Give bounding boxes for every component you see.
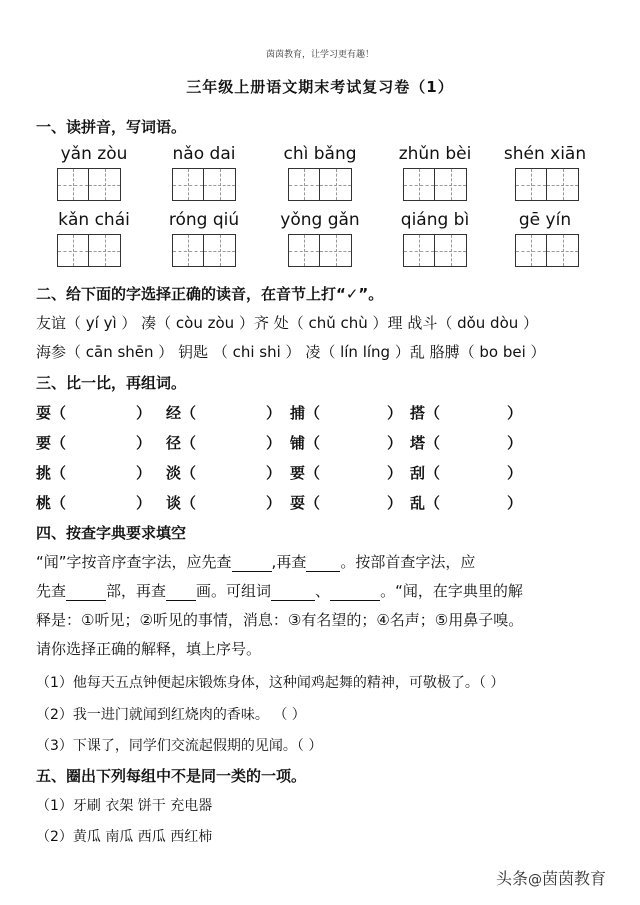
- char-close: ）: [507, 464, 523, 482]
- answer-blank[interactable]: [271, 582, 315, 601]
- header-note: 茵茵教育，让学习更有趣！: [265, 50, 374, 60]
- pronunciation-line-2[interactable]: 海参（ cān shēn ） 钥匙 （ chi shi ） 凌（ lín líng ）乱 胳膊（ bo bei ）: [36, 343, 546, 361]
- answer-blank[interactable]: [330, 582, 380, 601]
- char-open: 要（: [36, 434, 67, 452]
- section3-heading: 三、比一比，再组词。: [36, 374, 187, 392]
- char-open: 桃（: [36, 494, 67, 512]
- answer-blank[interactable]: [66, 582, 106, 601]
- char-close: ）: [266, 404, 282, 422]
- char-close: ）: [507, 494, 523, 512]
- char-close: ）: [266, 494, 282, 512]
- char-open: 谈（: [166, 494, 197, 512]
- pinyin: yǒng gǎn: [280, 210, 360, 230]
- char-close: ）: [136, 464, 152, 482]
- char-close: ）: [266, 434, 282, 452]
- char-open: 塔（: [410, 434, 441, 452]
- answer-blank[interactable]: [232, 553, 272, 572]
- dict-instruction: 请你选择正确的解释，填上序号。: [36, 640, 262, 658]
- dict-paragraph-line-2: 先查 部，再查 画。可组词 、 。“闻，在字典里的解: [36, 582, 523, 600]
- writing-grid[interactable]: [57, 234, 121, 267]
- pinyin: yǎn zòu: [60, 144, 128, 164]
- dict-definitions: 释是：①听见；②听见的事情，消息：③有名望的；④名声；⑤用鼻子嗅。: [36, 611, 524, 629]
- group-1[interactable]: （1）牙刷 衣架 饼干 充电器: [36, 798, 213, 814]
- char-open: 挑（: [36, 464, 67, 482]
- writing-grid[interactable]: [403, 234, 467, 267]
- writing-grid[interactable]: [172, 168, 236, 201]
- dict-paragraph-line-1: “闻”字按音序查字法，应先查 ,再查 。按部首查字法，应: [36, 553, 476, 571]
- char-open: 耍（: [290, 494, 321, 512]
- group-2[interactable]: （2）黄瓜 南瓜 西瓜 西红柿: [36, 829, 213, 845]
- char-open: 搭（: [410, 404, 441, 422]
- pronunciation-line-1[interactable]: 友谊（ yí yì ） 凑（ còu zòu ）齐 处（ chǔ chù ）理 战斗（ dǒu dòu ）: [36, 314, 539, 332]
- pinyin: nǎo dai: [172, 144, 236, 164]
- writing-grid[interactable]: [57, 168, 121, 201]
- question-3[interactable]: （3）下课了，同学们交流起假期的见闻。（ ）: [36, 738, 323, 754]
- pinyin: róng qiú: [168, 210, 240, 230]
- pinyin: shén xiān: [503, 144, 587, 164]
- pinyin: kǎn chái: [58, 210, 130, 230]
- char-close: ）: [387, 404, 403, 422]
- writing-grid[interactable]: [403, 168, 467, 201]
- char-open: 乱（: [410, 494, 441, 512]
- question-2[interactable]: （2）我一进门就闻到红烧肉的香味。 （ ）: [36, 707, 306, 723]
- pinyin: qiáng bì: [400, 210, 470, 230]
- answer-blank[interactable]: [166, 582, 196, 601]
- pinyin: chì bǎng: [283, 144, 357, 164]
- section5-heading: 五、圈出下列每组中不是同一类的一项。: [36, 767, 307, 785]
- char-open: 经（: [166, 404, 197, 422]
- char-open: 耍（: [36, 404, 67, 422]
- writing-grid[interactable]: [288, 234, 352, 267]
- answer-blank[interactable]: [306, 553, 340, 572]
- char-close: ）: [507, 434, 523, 452]
- question-1[interactable]: （1）他每天五点钟便起床锻炼身体，这种闻鸡起舞的精神，可敬极了。（ ）: [36, 675, 505, 691]
- char-open: 径（: [166, 434, 197, 452]
- char-open: 要（: [290, 464, 321, 482]
- char-close: ）: [136, 494, 152, 512]
- char-open: 捕（: [290, 404, 321, 422]
- char-open: 刮（: [410, 464, 441, 482]
- char-close: ）: [266, 464, 282, 482]
- char-open: 淡（: [166, 464, 197, 482]
- section2-heading: 二、给下面的字选择正确的读音，在音节上打“✓”。: [36, 285, 384, 303]
- char-open: 铺（: [290, 434, 321, 452]
- writing-grid[interactable]: [515, 234, 579, 267]
- section1-heading: 一、读拼音，写词语。: [36, 118, 187, 136]
- char-close: ）: [387, 464, 403, 482]
- watermark: 头条@茵茵教育: [495, 869, 606, 888]
- section4-heading: 四、按查字典要求填空: [36, 524, 187, 542]
- pinyin: zhǔn bèi: [398, 144, 472, 164]
- writing-grid[interactable]: [172, 234, 236, 267]
- char-close: ）: [136, 434, 152, 452]
- pinyin: gē yín: [518, 210, 572, 230]
- writing-grid[interactable]: [515, 168, 579, 201]
- char-close: ）: [387, 434, 403, 452]
- char-close: ）: [136, 404, 152, 422]
- page-title: 三年级上册语文期末考试复习卷（1）: [186, 78, 454, 96]
- char-close: ）: [507, 404, 523, 422]
- char-close: ）: [387, 494, 403, 512]
- writing-grid[interactable]: [288, 168, 352, 201]
